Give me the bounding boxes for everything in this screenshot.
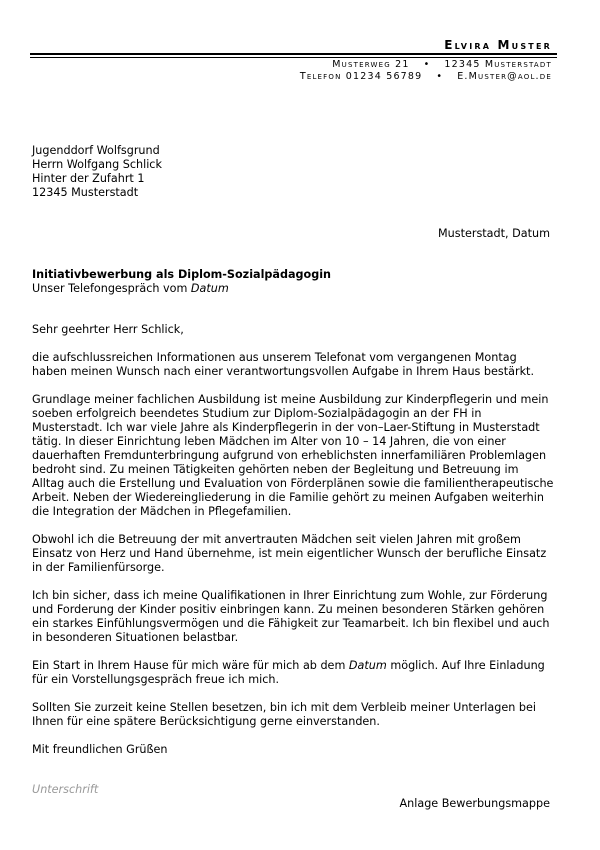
sender-city: 12345 Musterstadt	[444, 59, 552, 70]
paragraph-text: Ein Start in Ihrem Hause für mich wäre für mich ab dem	[32, 659, 349, 672]
recipient-line: Hinter der Zufahrt 1	[32, 172, 145, 185]
subject-reference-text: Unser Telefongespräch vom	[32, 282, 191, 295]
recipient-line: 12345 Musterstadt	[32, 186, 139, 199]
recipient-line: Herrn Wolfgang Schlick	[32, 158, 162, 171]
date-line: Musterstadt, Datum	[438, 227, 550, 240]
sender-address-line	[332, 59, 552, 70]
paragraph: Sollten Sie zurzeit keine Stellen besetzen, bin ich mit dem Verbleib meiner Unterlagen bei Ihnen für eine spätere Berücksichtigung gerne einverstanden.	[32, 701, 536, 728]
paragraph: die aufschlussreichen Informationen aus unserem Telefonat vom vergangenen Montag haben meinen Wunsch nach einer verantwortungsvollen Aufgabe in Ihrem Haus bestärkt.	[32, 351, 534, 378]
separator-dot: •	[423, 59, 431, 70]
separator-dot: •	[436, 71, 444, 82]
recipient-address	[32, 144, 162, 200]
letterhead-rule-thin	[30, 57, 557, 58]
paragraph: Grundlage meiner fachlichen Ausbildung ist meine Ausbildung zur Kinderpflegerin und mein soeben erfolgreich beendetes Studium zur Diplom-Sozialpädagogin an der FH in Musterstadt. Ich war viele Jahre als Kinderpflegerin in der von–Laer-Stiftung in Musterstadt tätig. In dieser Einrichtung leben Mädchen im Alter von 10 – 14 Jahren, die von einer dauerhaften Fremdunterbringung aufgrund von erheblichsten innerfamiliären Problemlagen bedroht sind. Zu meinen Tätigkeiten gehörten neben der Begleitung und Betreuung im Alltag auch die Erstellung und Evaluation von Förderplänen sowie die familientherapeutische Arbeit. Neben der Wiedereingliederung in die Familie gehört zu meinen Aufgaben weiterhin die Integration der Mädchen in Pflegefamilien.	[32, 393, 554, 518]
subject-block	[32, 268, 331, 296]
letterhead-rule-thick	[30, 53, 557, 55]
subject-reference-date: Datum	[190, 282, 229, 295]
paragraph: Obwohl ich die Betreuung der mit anvertrauten Mädchen seit vielen Jahren mit großem Einsatz von Herz und Hand übernehme, ist mein eigentlicher Wunsch der berufliche Einsatz in der Familienfürsorge.	[32, 533, 547, 574]
paragraph-date: Datum	[348, 659, 387, 672]
sender-phone: Telefon 01234 56789	[299, 71, 423, 82]
closing: Mit freundlichen Grüßen	[32, 743, 168, 756]
sender-email: E.Muster@aol.de	[457, 71, 552, 82]
recipient-line: Jugenddorf Wolfsgrund	[32, 144, 160, 157]
subject-reference	[32, 282, 331, 296]
paragraph-text: möglich. Auf Ihre Einladung für ein Vorstellungsgespräch freue ich mich.	[32, 659, 545, 686]
paragraph: Ich bin sicher, dass ich meine Qualifikationen in Ihrer Einrichtung zum Wohle, zur Förderung und Forderung der Kinder positiv einbringen kann. Zu meinen besonderen Stärken gehören ein starkes Einfühlungsvermögen und die Fähigkeit zur Teamarbeit. Ich bin flexibel und auch in besonderen Situationen belastbar.	[32, 589, 550, 644]
enclosure-note: Anlage Bewerbungsmappe	[399, 797, 550, 810]
sender-contact-line	[300, 71, 552, 82]
letter-body	[32, 323, 554, 771]
signature-placeholder: Unterschrift	[32, 783, 99, 796]
sender-street: Musterweg 21	[332, 59, 410, 70]
paragraph	[32, 659, 554, 687]
subject-title: Initiativbewerbung als Diplom-Sozialpädagogin	[32, 268, 332, 281]
sender-name: Elvira Muster	[444, 38, 552, 52]
salutation: Sehr geehrter Herr Schlick,	[32, 323, 184, 336]
